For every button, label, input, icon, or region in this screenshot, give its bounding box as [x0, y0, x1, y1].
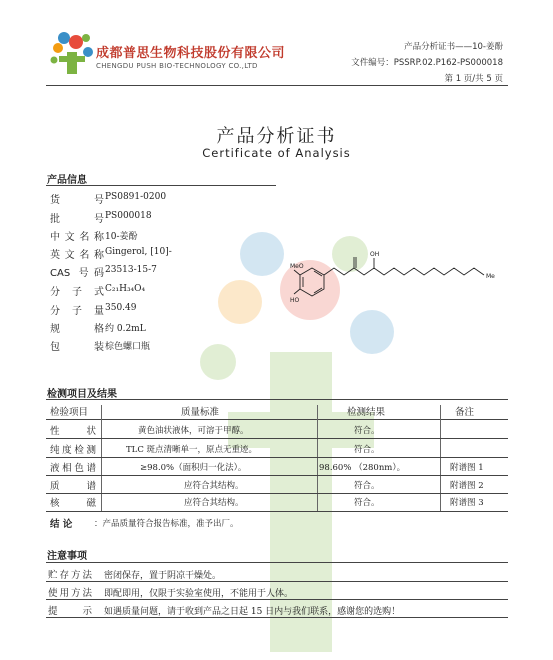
tests-rule-top — [46, 399, 508, 400]
test-standard: 应符合其结构。 — [184, 481, 244, 491]
product-info-heading: 产品信息 — [47, 175, 87, 186]
product-value: PS0891-0200 — [105, 192, 167, 202]
product-label: 中文名称 — [50, 232, 104, 243]
test-result: 98.60% （280nm）。 — [319, 463, 406, 473]
note-value: 如遇质量问题，请于收到产品之日起 15 日内与我们联系，感谢您的选购！ — [104, 607, 401, 617]
product-value: C₂₁H₃₄O₄ — [105, 284, 146, 294]
product-label: 规格 — [50, 324, 104, 335]
row-rule — [46, 457, 508, 458]
tests-header-rule — [46, 419, 508, 420]
test-result: 符合。 — [354, 445, 380, 455]
side-oh-label: OH — [370, 251, 380, 258]
test-note: 附谱图 2 — [450, 481, 484, 491]
product-value: 棕色螺口瓶 — [105, 342, 151, 352]
row-rule — [46, 599, 508, 600]
notes-rule-top — [46, 562, 508, 563]
product-value: Gingerol, [10]- — [105, 247, 172, 257]
col-item-header: 检验项目 — [50, 407, 89, 418]
terminal-label: Me — [486, 273, 495, 280]
col-note-header: 备注 — [455, 407, 475, 418]
test-standard: 应符合其结构。 — [184, 498, 244, 508]
note-label: 提示 — [48, 606, 92, 617]
note-label: 使用方法 — [48, 588, 92, 599]
product-label: 分子量 — [50, 306, 104, 317]
company-logo-icon — [50, 30, 94, 74]
doc-title: 产品分析证书——10-姜酚 — [404, 42, 503, 52]
conclusion-text: ：产品质量符合报告标准，准予出厂。 — [94, 519, 239, 529]
product-label: CAS 号码 — [50, 268, 104, 279]
company-name-cn: 成都普思生物科技股份有限公司 — [96, 46, 286, 61]
product-label: 货号 — [50, 195, 104, 206]
doc-number: 文件编号：PSSRP.02.P162-PS000018 — [351, 58, 503, 68]
test-item: 核磁 — [50, 498, 96, 509]
row-rule — [46, 493, 508, 494]
product-info-rule — [46, 185, 276, 186]
test-item: 液相色谱 — [50, 463, 96, 474]
page-title: 产品分析证书 — [216, 126, 337, 147]
note-value: 密闭保存，置于阴凉干燥处。 — [104, 571, 222, 581]
row-rule — [46, 438, 508, 439]
product-label: 批号 — [50, 214, 104, 225]
product-value: 350.49 — [105, 303, 137, 313]
test-standard: ≥98.0%（面积归一化法）。 — [140, 463, 247, 473]
test-item: 纯度检测 — [50, 445, 96, 456]
product-value: PS000018 — [105, 211, 152, 221]
col-divider — [317, 405, 318, 511]
test-result: 符合。 — [354, 426, 380, 436]
col-standard-header: 质量标准 — [181, 407, 220, 418]
col-divider — [101, 405, 102, 511]
product-value: 10-姜酚 — [105, 232, 138, 242]
conclusion-label: 结 论 — [50, 519, 73, 530]
product-label: 分子式 — [50, 287, 104, 298]
note-label: 贮存方法 — [48, 570, 92, 581]
test-standard: TLC 斑点清晰单一，原点无重迹。 — [126, 445, 258, 455]
test-result: 符合。 — [354, 481, 380, 491]
test-note: 附谱图 1 — [450, 463, 484, 473]
product-value: 约 0.2mL — [105, 324, 146, 334]
product-label: 包装 — [50, 342, 104, 353]
row-rule — [46, 475, 508, 476]
hydroxy-label: HO — [290, 297, 300, 304]
tests-rule-bottom — [46, 511, 508, 512]
col-divider — [440, 405, 441, 511]
product-value: 23513-15-7 — [105, 265, 157, 275]
test-note: 附谱图 3 — [450, 498, 484, 508]
test-result: 符合。 — [354, 498, 380, 508]
page-subtitle: Certificate of Analysis — [202, 146, 351, 160]
test-standard: 黄色油状液体，可溶于甲醇。 — [138, 426, 249, 436]
product-label: 英文名称 — [50, 250, 104, 261]
methoxy-label: MeO — [290, 263, 304, 270]
test-item: 性状 — [50, 426, 96, 437]
notes-heading: 注意事项 — [47, 551, 87, 562]
col-result-header: 检测结果 — [347, 407, 386, 418]
row-rule — [46, 581, 508, 582]
note-value: 即配即用，仅限于实验室使用，不能用于人体。 — [104, 589, 294, 599]
notes-rule-bottom — [46, 617, 508, 618]
page-info: 第 1 页/共 5 页 — [444, 74, 503, 84]
test-item: 质谱 — [50, 481, 96, 492]
tests-heading: 检测项目及结果 — [47, 389, 117, 400]
chemical-structure — [290, 248, 510, 308]
company-name-en: CHENGDU PUSH BIO-TECHNOLOGY CO.,LTD — [96, 62, 258, 70]
header-divider — [46, 85, 508, 86]
